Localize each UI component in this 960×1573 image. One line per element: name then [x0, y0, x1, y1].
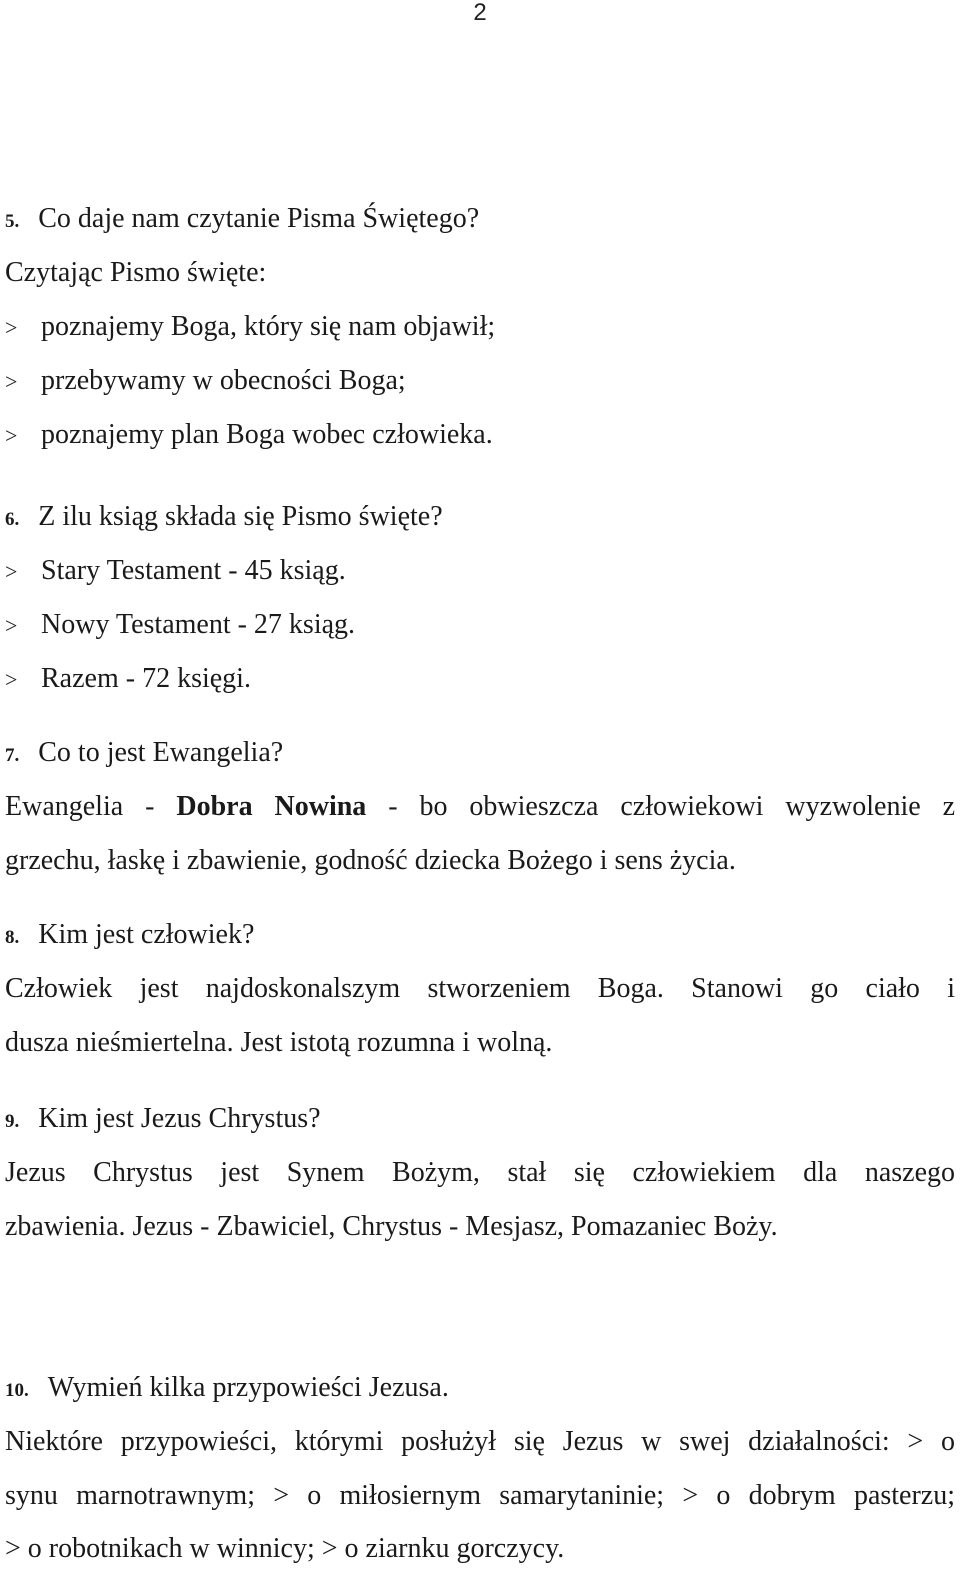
question-text: Kim jest człowiek?	[38, 919, 255, 950]
answer-paragraph-line: dusza nieśmiertelna. Jest istotą rozumna i wolną.	[5, 1027, 553, 1058]
answer-paragraph-line: Ewangelia - Dobra Nowina - bo obwieszcza człowiekowi wyzwolenie z	[5, 791, 956, 822]
question-9	[5, 1102, 321, 1139]
bold-term: Dobra Nowina	[176, 791, 367, 822]
answer-paragraph-line: Jezus Chrystus jest Synem Bożym, stał się człowiekiem dla naszego	[5, 1157, 955, 1188]
question-number: 5.	[5, 211, 20, 232]
question-number: 9.	[5, 1111, 20, 1132]
answer-paragraph-line: grzechu, łaskę i zbawienie, godność dziecka Bożego i sens życia.	[5, 845, 736, 876]
bullet-marker: >	[5, 613, 18, 638]
list-item: > przebywamy w obecności Boga;	[5, 364, 406, 399]
question-text: Wymień kilka przypowieści Jezusa.	[47, 1372, 449, 1403]
question-number: 6.	[5, 509, 20, 530]
answer-paragraph-line: zbawienia. Jezus - Zbawiciel, Chrystus - Mesjasz, Pomazaniec Boży.	[5, 1211, 778, 1242]
question-number: 7.	[5, 745, 20, 766]
list-item: > Nowy Testament - 27 ksiąg.	[5, 608, 355, 643]
bullet-marker: >	[5, 423, 18, 448]
answer-intro: Czytając Pismo święte:	[5, 257, 267, 288]
list-item: > poznajemy Boga, który się nam objawił;	[5, 310, 495, 345]
answer-paragraph-line: > o robotnikach w winnicy; > o ziarnku gorczycy.	[5, 1533, 565, 1564]
question-5	[5, 202, 479, 239]
list-item: > poznajemy plan Boga wobec człowieka.	[5, 418, 493, 453]
question-6	[5, 500, 443, 537]
list-item: > Razem - 72 księgi.	[5, 662, 251, 697]
page-number: 2	[473, 0, 487, 26]
question-text: Z ilu ksiąg składa się Pismo święte?	[38, 501, 443, 532]
bullet-marker: >	[5, 315, 18, 340]
bullet-marker: >	[5, 559, 18, 584]
answer-paragraph-line: synu marnotrawnym; > o miłosiernym samarytaninie; > o dobrym pasterzu;	[5, 1480, 955, 1511]
question-number: 10.	[5, 1380, 29, 1401]
answer-paragraph-line: Człowiek jest najdoskonalszym stworzeniem Boga. Stanowi go ciało i	[5, 973, 955, 1004]
list-item: > Stary Testament - 45 ksiąg.	[5, 554, 346, 589]
question-number: 8.	[5, 927, 20, 948]
bullet-marker: >	[5, 369, 18, 394]
answer-paragraph-line: Niektóre przypowieści, którymi posłużył się Jezus w swej działalności: > o	[5, 1426, 955, 1457]
question-text: Co to jest Ewangelia?	[38, 737, 284, 768]
question-7	[5, 736, 283, 773]
question-8	[5, 918, 254, 955]
bullet-marker: >	[5, 667, 18, 692]
question-text: Co daje nam czytanie Pisma Świętego?	[38, 203, 480, 234]
question-text: Kim jest Jezus Chrystus?	[38, 1103, 321, 1134]
question-10	[5, 1371, 449, 1408]
